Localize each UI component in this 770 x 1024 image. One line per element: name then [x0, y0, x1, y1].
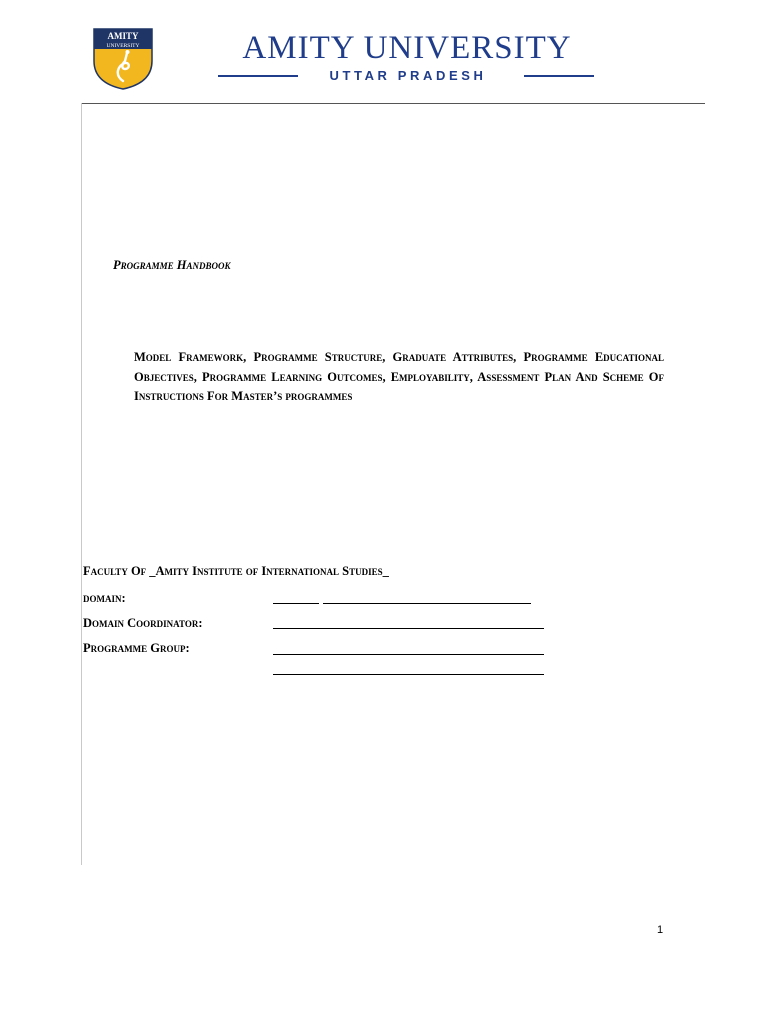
domain-blank-line — [323, 603, 531, 604]
divider-line — [524, 75, 594, 77]
handbook-title: Programme Handbook — [113, 258, 231, 272]
domain-coordinator-label: Domain Coordinator: — [83, 616, 203, 630]
page-number: 1 — [656, 924, 664, 936]
domain-label: domain: — [83, 591, 126, 605]
university-name: AMITY UNIVERSITY — [242, 30, 572, 66]
svg-text:UNIVERSITY: UNIVERSITY — [106, 43, 140, 49]
model-framework-heading: Model Framework, Programme Structure, Graduate Attributes, Programme Educational Objectives, Programme Learning Outcomes, Employability, Assessment Plan And Scheme Of Instructions For Master’s programmes — [134, 350, 664, 403]
svg-text:AMITY: AMITY — [107, 31, 139, 41]
programme-group-label: Programme Group: — [83, 641, 190, 655]
amity-logo-crest — [92, 27, 154, 91]
domain-coordinator-blank-line — [273, 628, 544, 629]
divider-line — [218, 75, 298, 77]
programme-group-blank-line — [273, 674, 544, 675]
university-location: UTTAR PRADESH — [329, 68, 487, 83]
domain-blank-line — [273, 603, 319, 604]
programme-group-blank-line — [273, 654, 544, 655]
faculty-heading: Faculty Of _Amity Institute of International Studies_ — [83, 564, 389, 578]
header-rule — [81, 103, 705, 104]
margin-rule — [81, 103, 82, 865]
university-location-row — [218, 68, 594, 84]
